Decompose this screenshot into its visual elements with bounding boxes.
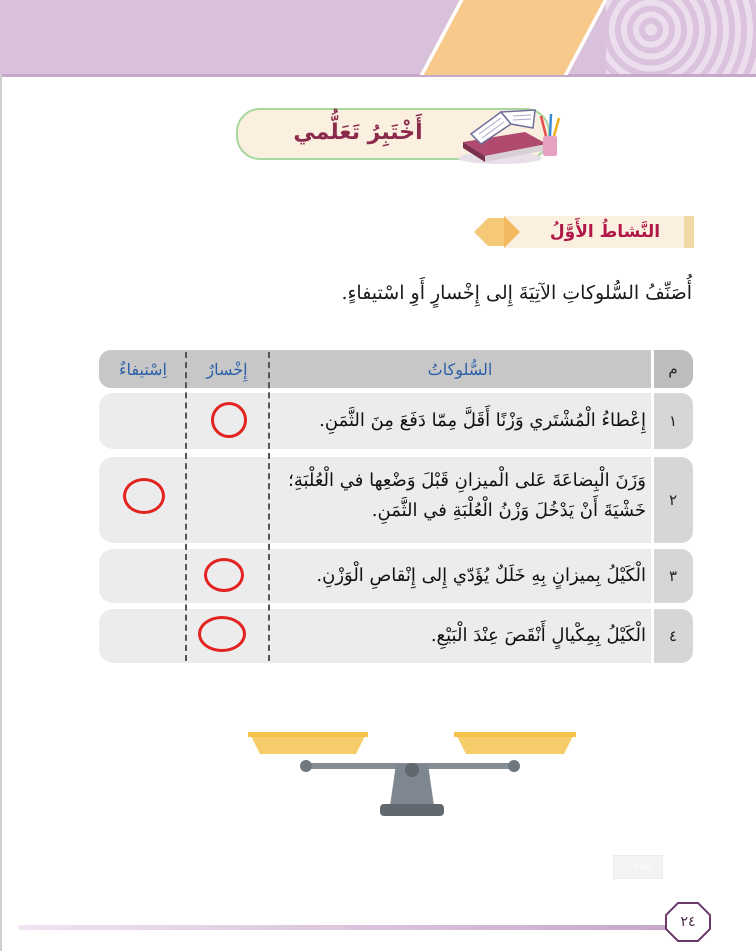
scale-illustration <box>244 728 580 828</box>
loss-mark[interactable] <box>204 558 244 592</box>
loss-mark[interactable] <box>198 616 246 652</box>
header-behaviors: السُّلوكاتُ <box>427 359 493 379</box>
loss-mark[interactable] <box>211 402 247 438</box>
header-num: م <box>653 350 693 388</box>
full-mark[interactable] <box>123 478 165 514</box>
activity-heading: النَّشاطُ الأَوَّلُ <box>549 222 661 242</box>
row-number: ٢ <box>653 457 693 543</box>
row-number: ٤ <box>653 609 693 663</box>
book-icon <box>455 94 565 166</box>
column-divider <box>268 352 270 661</box>
column-divider <box>185 352 187 661</box>
behavior-text: وَزَنَ الْبِضاعَةَ عَلى الْميزانِ قَبْلَ وَضْعِها في الْعُلْبَةِ؛ خَشْيَةَ أَنْ يَدْخُلَ وَزْنُ الْعُلْبَةِ في الثَّمَنِ. <box>288 470 646 521</box>
header-loss: إِخْسارٌ <box>206 359 248 379</box>
save-button[interactable]: Save <box>613 855 663 879</box>
behavior-text: الْكَيْلُ بِمِكْيالٍ أَنْقَصَ عِنْدَ الْبَيْعِ. <box>430 625 646 646</box>
page-number: ٢٤ <box>680 914 696 930</box>
page-title: أَخْتَبِرُ تَعَلُّمي <box>293 119 423 145</box>
row-number: ٣ <box>653 549 693 603</box>
behavior-text: إِعْطاءُ الْمُشْتَري وَزْنًا أَقَلَّ مِمّا دَفَعَ مِنَ الثَّمَنِ. <box>319 410 646 431</box>
row-number: ١ <box>653 393 693 449</box>
page-margin-rule <box>0 74 2 951</box>
top-pattern <box>606 0 756 74</box>
behavior-text: الْكَيْلُ بِميزانٍ بِهِ خَلَلٌ يُؤَدّي إِلى إِنْقاصِ الْوَزْنِ. <box>316 565 646 586</box>
column-divider <box>651 350 654 663</box>
instruction-text: أُصَنِّفُ السُّلوكاتِ الآتِيَةَ إِلى إِخْسارٍ أَوِ اسْتيفاءٍ. <box>341 282 692 304</box>
header-full: اِسْتيفاءٌ <box>119 359 167 379</box>
footer-rule <box>18 925 668 930</box>
